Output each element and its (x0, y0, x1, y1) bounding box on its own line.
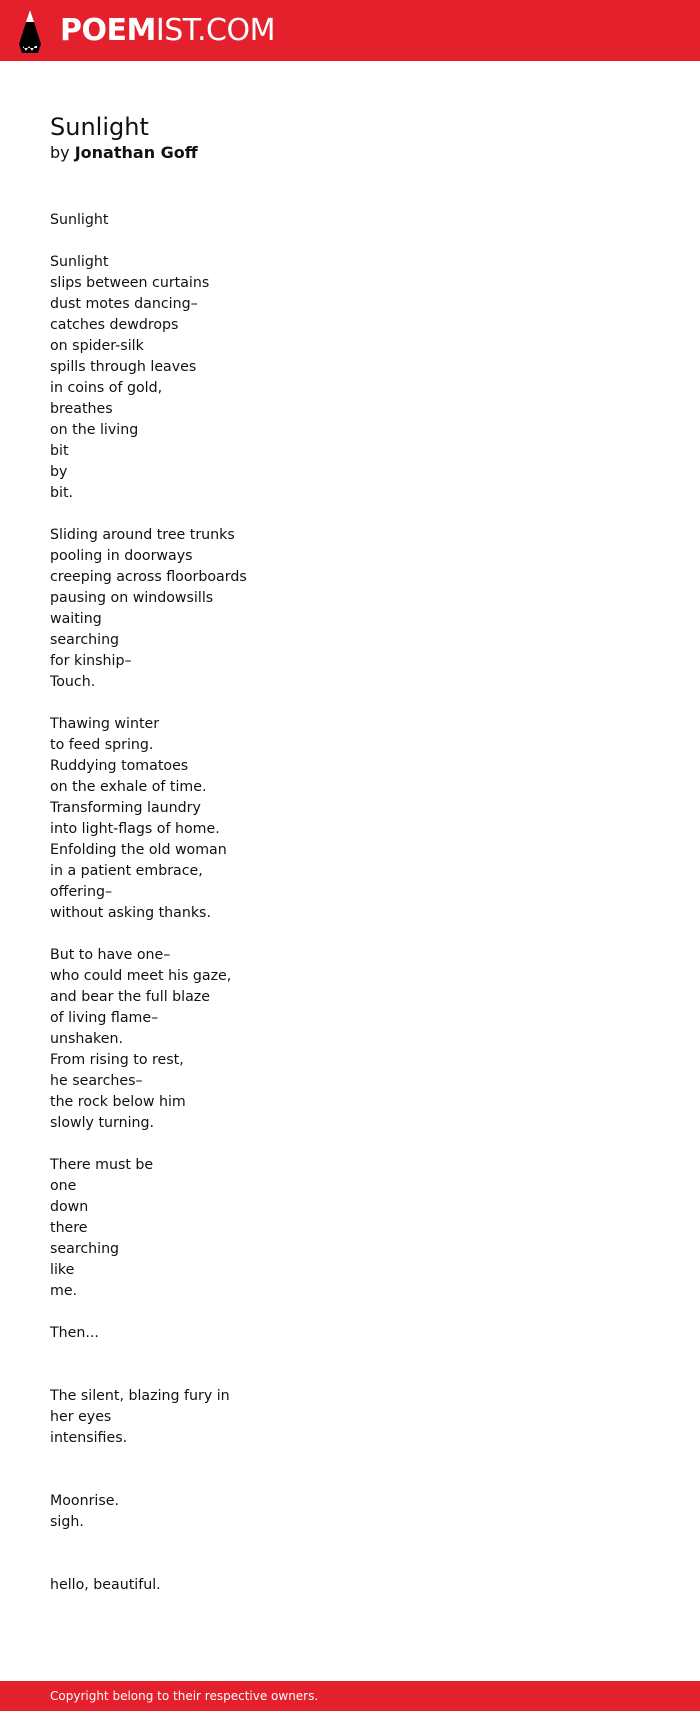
copyright-text: Copyright belong to their respective owners. (50, 1689, 319, 1703)
by-label: by (50, 143, 70, 162)
footer (0, 1681, 700, 1711)
poem-body: Sunlight Sunlight slips between curtains dust motes dancing– catches dewdrops on spider-silk spills through leaves in coins of gold, breathes on the living bit by bit. Sliding around tree trunks pooling in doorways creeping across floorboards pausing on windowsills waiting searching for kinship– Touch. Thawing winter to feed spring. Ruddying tomatoes on the exhale of time. Transforming laundry into light-flags of home. Enfolding the old woman in a patient embrace, offering– without asking thanks. But to have one– who could meet his gaze, and bear the full blaze of living flame– unshaken. From rising to rest, he searches– the rock below him slowly turning. There must be one down there searching like me. Then... The silent, blazing fury in her eyes intensifies. Moonrise. sigh. hello, beautiful. (50, 212, 247, 1593)
logo-text (60, 12, 275, 48)
poem-content (50, 112, 650, 1596)
poem-title: Sunlight (50, 113, 149, 141)
author-link[interactable]: Jonathan Goff (74, 143, 198, 162)
pencil-icon (16, 8, 44, 53)
logo-text-light: IST.COM (155, 12, 275, 48)
logo-text-bold: POEM (60, 12, 156, 48)
top-bar (0, 0, 700, 61)
byline (50, 142, 650, 164)
site-logo[interactable] (16, 8, 275, 53)
